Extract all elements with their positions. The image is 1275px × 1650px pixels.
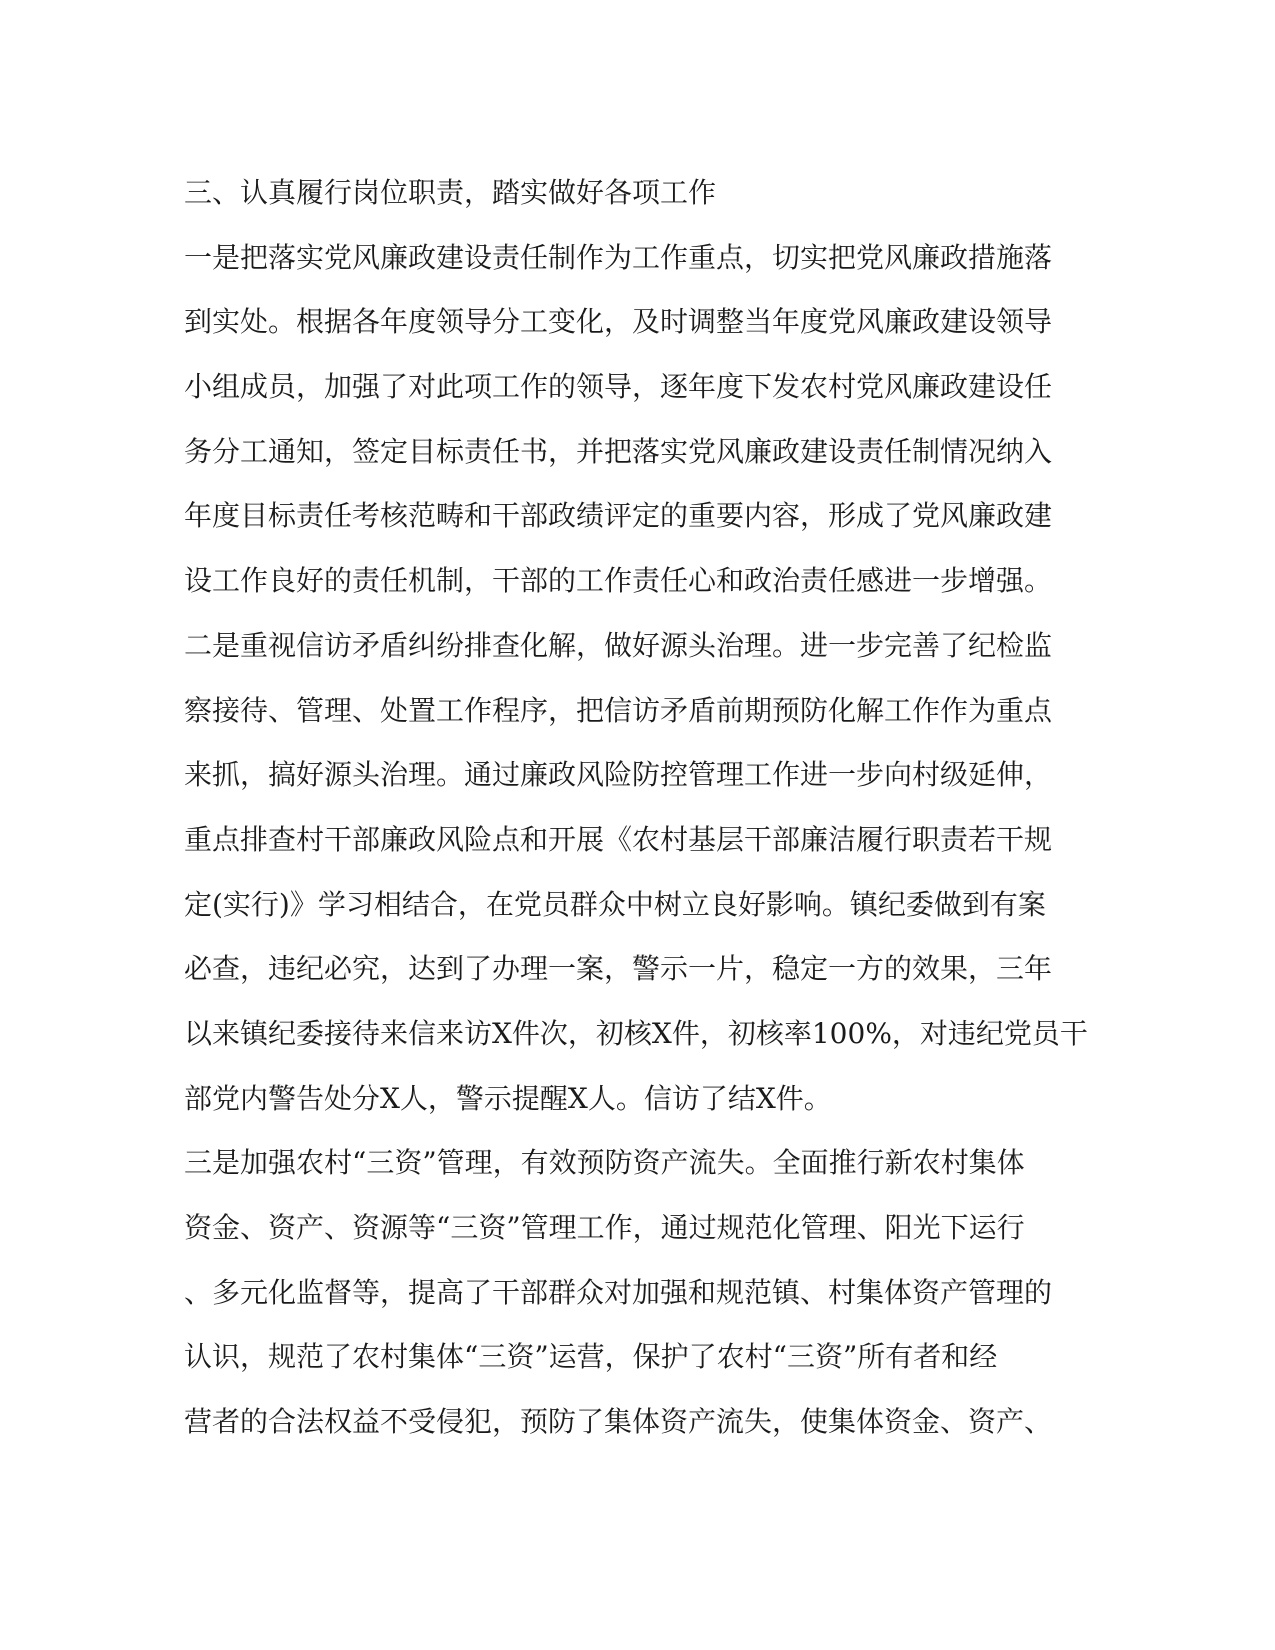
text-line: 三是加强农村“三资”管理，有效预防资产流失。全面推行新农村集体 [184, 1146, 1025, 1180]
text-line: 、多元化监督等，提高了干部群众对加强和规范镇、村集体资产管理的 [184, 1275, 1053, 1309]
text-line: 设工作良好的责任机制，干部的工作责任心和政治责任感进一步增强。 [184, 564, 1053, 598]
text-line: 年度目标责任考核范畴和干部政绩评定的重要内容，形成了党风廉政建 [184, 499, 1053, 533]
text-line: 以来镇纪委接待来信来访X件次，初核X件，初核率100%，对违纪党员干 [184, 1016, 1088, 1050]
text-line: 二是重视信访矛盾纠纷排查化解，做好源头治理。进一步完善了纪检监 [184, 628, 1053, 662]
text-line: 部党内警告处分X人，警示提醒X人。信访了结X件。 [184, 1081, 832, 1115]
text-line: 资金、资产、资源等“三资”管理工作，通过规范化管理、阳光下运行 [184, 1211, 1025, 1244]
text-line: 重点排查村干部廉政风险点和开展《农村基层干部廉洁履行职责若干规 [184, 822, 1053, 856]
text-line: 小组成员，加强了对此项工作的领导，逐年度下发农村党风廉政建设任 [184, 370, 1053, 404]
text-line: 必查，违纪必究，达到了办理一案，警示一片，稳定一方的效果，三年 [184, 952, 1053, 986]
text-line: 来抓，搞好源头治理。通过廉政风险防控管理工作进一步向村级延伸， [184, 758, 1053, 792]
text-line: 到实处。根据各年度领导分工变化，及时调整当年度党风廉政建设领导 [184, 305, 1053, 339]
document-body [184, 161, 1088, 1455]
text-line: 定(实行)》学习相结合，在党员群众中树立良好影响。镇纪委做到有案 [184, 887, 1046, 921]
text-line: 一是把落实党风廉政建设责任制作为工作重点，切实把党风廉政措施落 [184, 240, 1053, 274]
text-line: 营者的合法权益不受侵犯，预防了集体资产流失，使集体资金、资产、 [184, 1405, 1053, 1439]
section-heading: 三、认真履行岗位职责，踏实做好各项工作 [184, 176, 717, 209]
text-line: 察接待、管理、处置工作程序，把信访矛盾前期预防化解工作作为重点 [184, 693, 1053, 727]
text-line: 认识，规范了农村集体“三资”运营，保护了农村“三资”所有者和经 [184, 1340, 998, 1374]
text-line: 务分工通知，签定目标责任书，并把落实党风廉政建设责任制情况纳入 [184, 434, 1053, 468]
